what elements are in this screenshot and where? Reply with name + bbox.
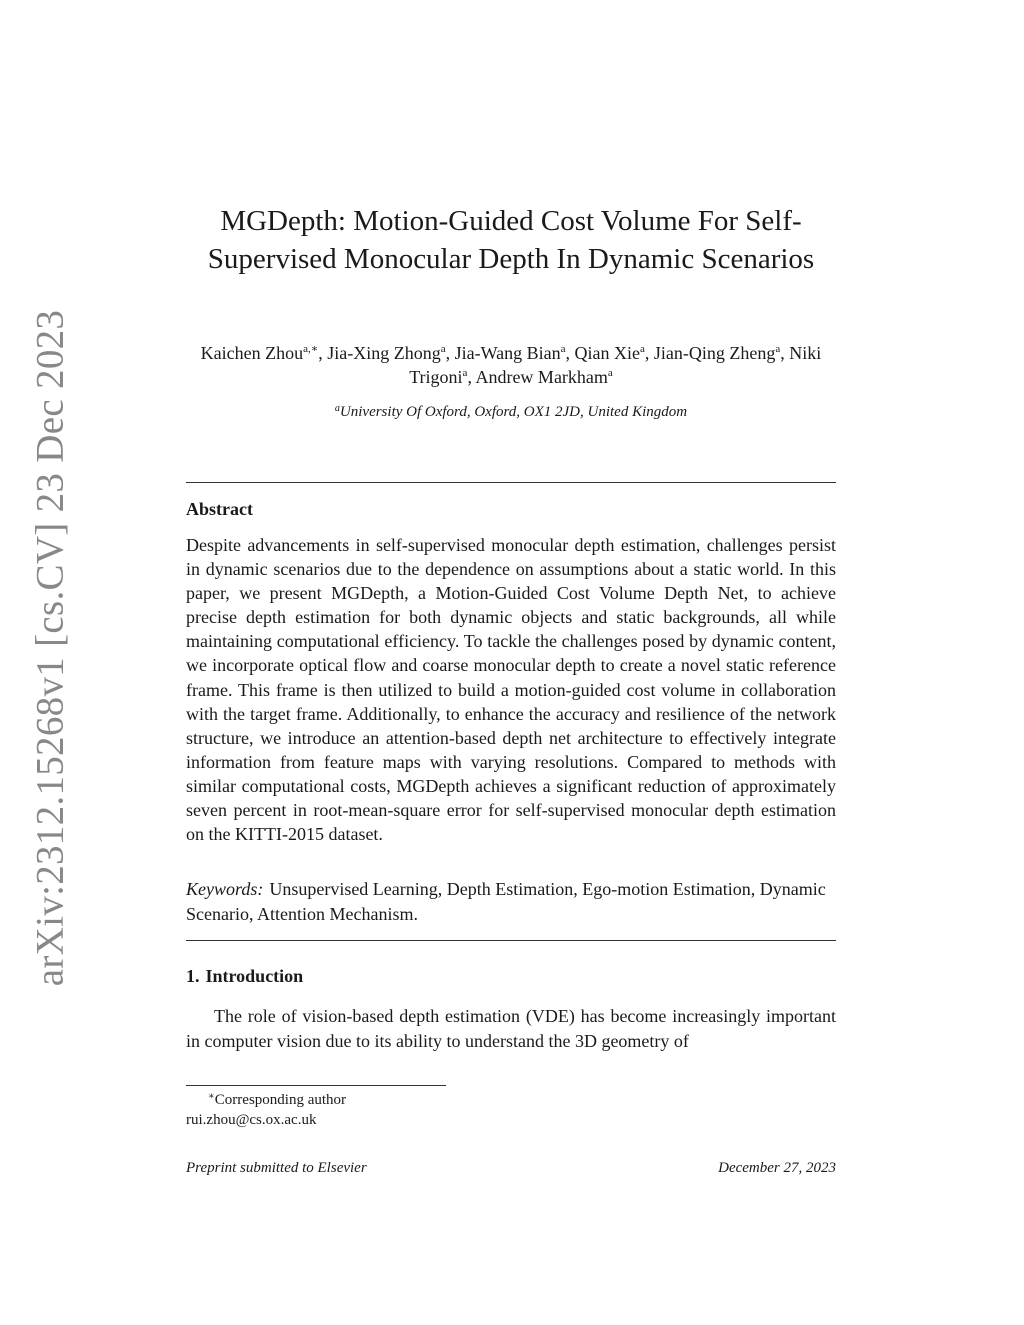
section-title: Introduction: [205, 966, 304, 986]
section-heading-introduction: [186, 966, 303, 987]
author-separator: ,: [644, 343, 654, 363]
author-name: Jian-Qing Zheng: [653, 343, 776, 363]
affiliation: [186, 404, 836, 421]
keywords-label: Keywords:: [186, 879, 264, 899]
affiliation-mark: a: [334, 403, 340, 414]
section-number: 1.: [186, 966, 200, 986]
paper-title: MGDepth: Motion-Guided Cost Volume For Self-Supervised Monocular Depth In Dynamic Scenarios: [207, 205, 815, 275]
arxiv-identifier-stamp: arXiv:2312.15268v1 [cs.CV] 23 Dec 2023: [28, 309, 72, 987]
author-name: Andrew Markham: [475, 367, 608, 387]
footnote: [186, 1090, 346, 1130]
abstract-top-rule: [186, 482, 836, 483]
author-affiliation-mark: a: [462, 367, 468, 379]
author-separator: ,: [445, 343, 455, 363]
introduction-text: The role of vision-based depth estimation (VDE) has become increasingly important in computer vision due to its ability to understand the 3D geometry of: [186, 1006, 836, 1051]
author-name: Niki Trigoni: [409, 343, 822, 387]
author-separator: ,: [318, 343, 328, 363]
footnote-email[interactable]: rui.zhou@cs.ox.ac.uk: [186, 1112, 317, 1128]
abstract-heading: Abstract: [186, 499, 253, 519]
author-name: Qian Xie: [574, 343, 641, 363]
author-name: Jia-Wang Bian: [454, 343, 561, 363]
footer-date: December 27, 2023: [718, 1160, 836, 1176]
abstract-text: Despite advancements in self-supervised monocular depth estimation, challenges persist in dynamic scenarios due to the dependence on assumptions about a static world. In this paper, we present MGDepth, a Motion-Guided Cost Volume Depth Net, to achieve precise depth estimation for both dynamic objects and static backgrounds, all while maintaining computational efficiency. To tackle the challenges posed by dynamic content, we incorporate optical flow and coarse monocular depth to create a novel static reference frame. This frame is then utilized to build a motion-guided cost volume in collaboration with the target frame. Additionally, to enhance the accuracy and resilience of the network structure, we introduce an attention-based depth net architecture to effectively integrate information from feature maps with varying resolutions. Compared to methods with similar computational costs, MGDepth achieves a significant reduction of approximately seven percent in root-mean-square error for self-supervised monocular depth estimation on the KITTI-2015 dataset.: [186, 535, 836, 845]
keywords-text: Unsupervised Learning, Depth Estimation, Ego-motion Estimation, Dynamic Scenario, Attention Mechanism.: [186, 879, 826, 924]
author-name: Jia-Xing Zhong: [327, 343, 441, 363]
footnote-rule: [186, 1085, 446, 1086]
author-separator: ,: [565, 343, 575, 363]
author-separator: ,: [780, 343, 790, 363]
author-affiliation-mark: a: [775, 343, 781, 355]
author-affiliation-mark: a: [640, 343, 645, 355]
author-affiliation-mark: a,∗: [303, 343, 319, 355]
affiliation-text: University Of Oxford, Oxford, OX1 2JD, United Kingdom: [339, 404, 688, 420]
author-name: Kaichen Zhou: [200, 343, 304, 363]
footer-preprint-note: Preprint submitted to Elsevier: [186, 1160, 367, 1176]
author-affiliation-mark: a: [560, 343, 566, 355]
author-separator: ,: [467, 367, 476, 387]
footnote-corresponding: [186, 1090, 346, 1110]
footnote-mark: ∗: [208, 1091, 215, 1102]
author-affiliation-mark: a: [440, 343, 446, 355]
author-affiliation-mark: a: [607, 367, 613, 379]
keywords: [186, 877, 836, 926]
abstract-bottom-rule: [186, 940, 836, 941]
footnote-text: Corresponding author: [214, 1092, 347, 1108]
author-list: [186, 341, 836, 389]
